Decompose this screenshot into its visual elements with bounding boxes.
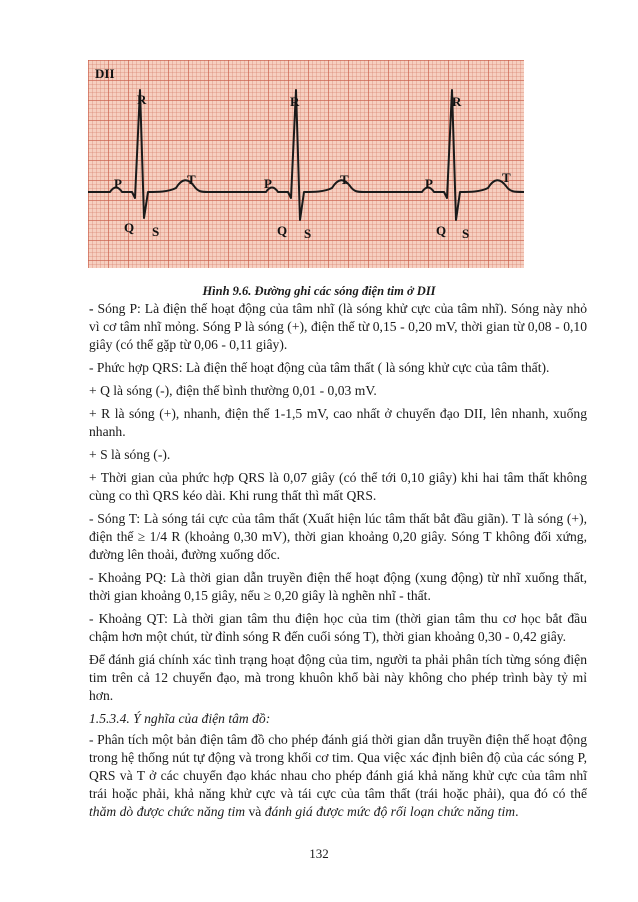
wave-label-q: Q	[124, 220, 135, 235]
wave-label-p: P	[114, 176, 122, 191]
wave-label-p: P	[425, 176, 433, 191]
paragraph-s-wave: + S là sóng (-).	[89, 447, 171, 462]
paragraph-r-wave: + R là sóng (+), nhanh, điện thế 1-1,5 mV, cao nhất ở chuyển đạo DII, lên nhanh, xuống nhanh.	[89, 406, 587, 439]
section-heading: 1.5.3.4. Ý nghĩa của điện tâm đồ:	[89, 711, 271, 726]
lead-label: DII	[95, 66, 115, 81]
figure-caption: Hình 9.6. Đường ghi các sóng điện tim ở DII	[202, 284, 436, 298]
paragraph-p-wave	[89, 300, 587, 354]
paragraph-significance	[89, 731, 587, 821]
wave-label-r: R	[290, 94, 300, 109]
paragraph-text: và	[245, 804, 265, 819]
wave-label-t: T	[340, 172, 349, 187]
wave-label-s: S	[462, 226, 470, 241]
paragraph-qrs-duration: + Thời gian của phức hợp QRS là 0,07 giây (có thể tới 0,10 giây) khi hai tâm thất không cùng co thì QRS kéo dài. Khi rung thất thì mất QRS.	[89, 470, 587, 503]
paragraph-qt-interval: - Khoảng QT: Là thời gian tâm thu điện học của tim (thời gian tâm thu cơ học bắt đầu chậm hơn một chút, từ đỉnh sóng R đến cuối sóng T), thời gian khoảng 0,30 - 0,42 giây.	[89, 611, 587, 644]
body-text	[89, 300, 587, 826]
wave-label-q: Q	[436, 223, 447, 238]
wave-label-s: S	[304, 226, 312, 241]
paragraph-text: - Phân tích một bản điện tâm đồ cho phép đánh giá thời gian dẫn truyền điện thế hoạt động trong hệ thống nút tự động và trong khối cơ tim. Qua việc xác định biên độ của các sóng P, QRS và T ở các chuyển đạo khác nhau cho phép đánh giá khả năng khử cực của tâm nhĩ trái hoặc phải, khả năng khử cực và tái cực của tâm thất (trái hoặc phải), qua đó có thể	[89, 732, 587, 801]
bullet-dash: -	[89, 301, 94, 316]
wave-label-q: Q	[277, 223, 288, 238]
paragraph-q-wave: + Q là sóng (-), điện thế bình thường 0,01 - 0,03 mV.	[89, 383, 377, 398]
page-number: 132	[309, 846, 329, 861]
paragraph-qrs: - Phức hợp QRS: Là điện thế hoạt động của tâm thất ( là sóng khử cực của tâm thất).	[89, 360, 550, 375]
wave-label-t: T	[187, 172, 196, 187]
ecg-figure	[88, 60, 524, 268]
italic-phrase: đánh giá được mức độ rối loạn chức năng tim	[264, 804, 516, 819]
paragraph-text: .	[515, 804, 519, 819]
wave-label-s: S	[152, 224, 160, 239]
paragraph-text: Sóng P: Là điện thế hoạt động của tâm nhĩ (là sóng khử cực của tâm nhĩ). Sóng này nhỏ vì cơ tâm nhĩ mỏng. Sóng P là sóng (+), điện thế từ 0,15 - 0,20 mV, thời gian từ 0,08 - 0,10 giây (có thể gặp từ 0,06 - 0,11 giây).	[89, 301, 587, 352]
wave-label-p: P	[264, 176, 272, 191]
wave-label-t: T	[502, 170, 511, 185]
paragraph-pq-interval: - Khoảng PQ: Là thời gian dẫn truyền điện thế hoạt động (xung động) từ nhĩ xuống thất, thời gian khoảng 0,15 giây, nếu ≥ 0,20 giây là nghẽn nhĩ - thất.	[89, 570, 587, 603]
paragraph-t-wave: - Sóng T: Là sóng tái cực của tâm thất (Xuất hiện lúc tâm thất bắt đầu giãn). T là sóng (+), điện thế ≥ 1/4 R (khoảng 0,30 mV), thời gian khoảng 0,20 giây. Sóng T không đối xứng, đường lên thoải, đường xuống dốc.	[89, 511, 587, 562]
wave-label-r: R	[137, 92, 147, 107]
paragraph-summary: Để đánh giá chính xác tình trạng hoạt động của tim, người ta phải phân tích từng sóng điện tim trên cả 12 chuyển đạo, mà trong khuôn khổ bài này không cho phép trình bày tỷ mỉ hơn.	[89, 652, 587, 703]
italic-phrase: thăm dò được chức năng tim	[89, 804, 246, 819]
wave-label-r: R	[452, 94, 462, 109]
